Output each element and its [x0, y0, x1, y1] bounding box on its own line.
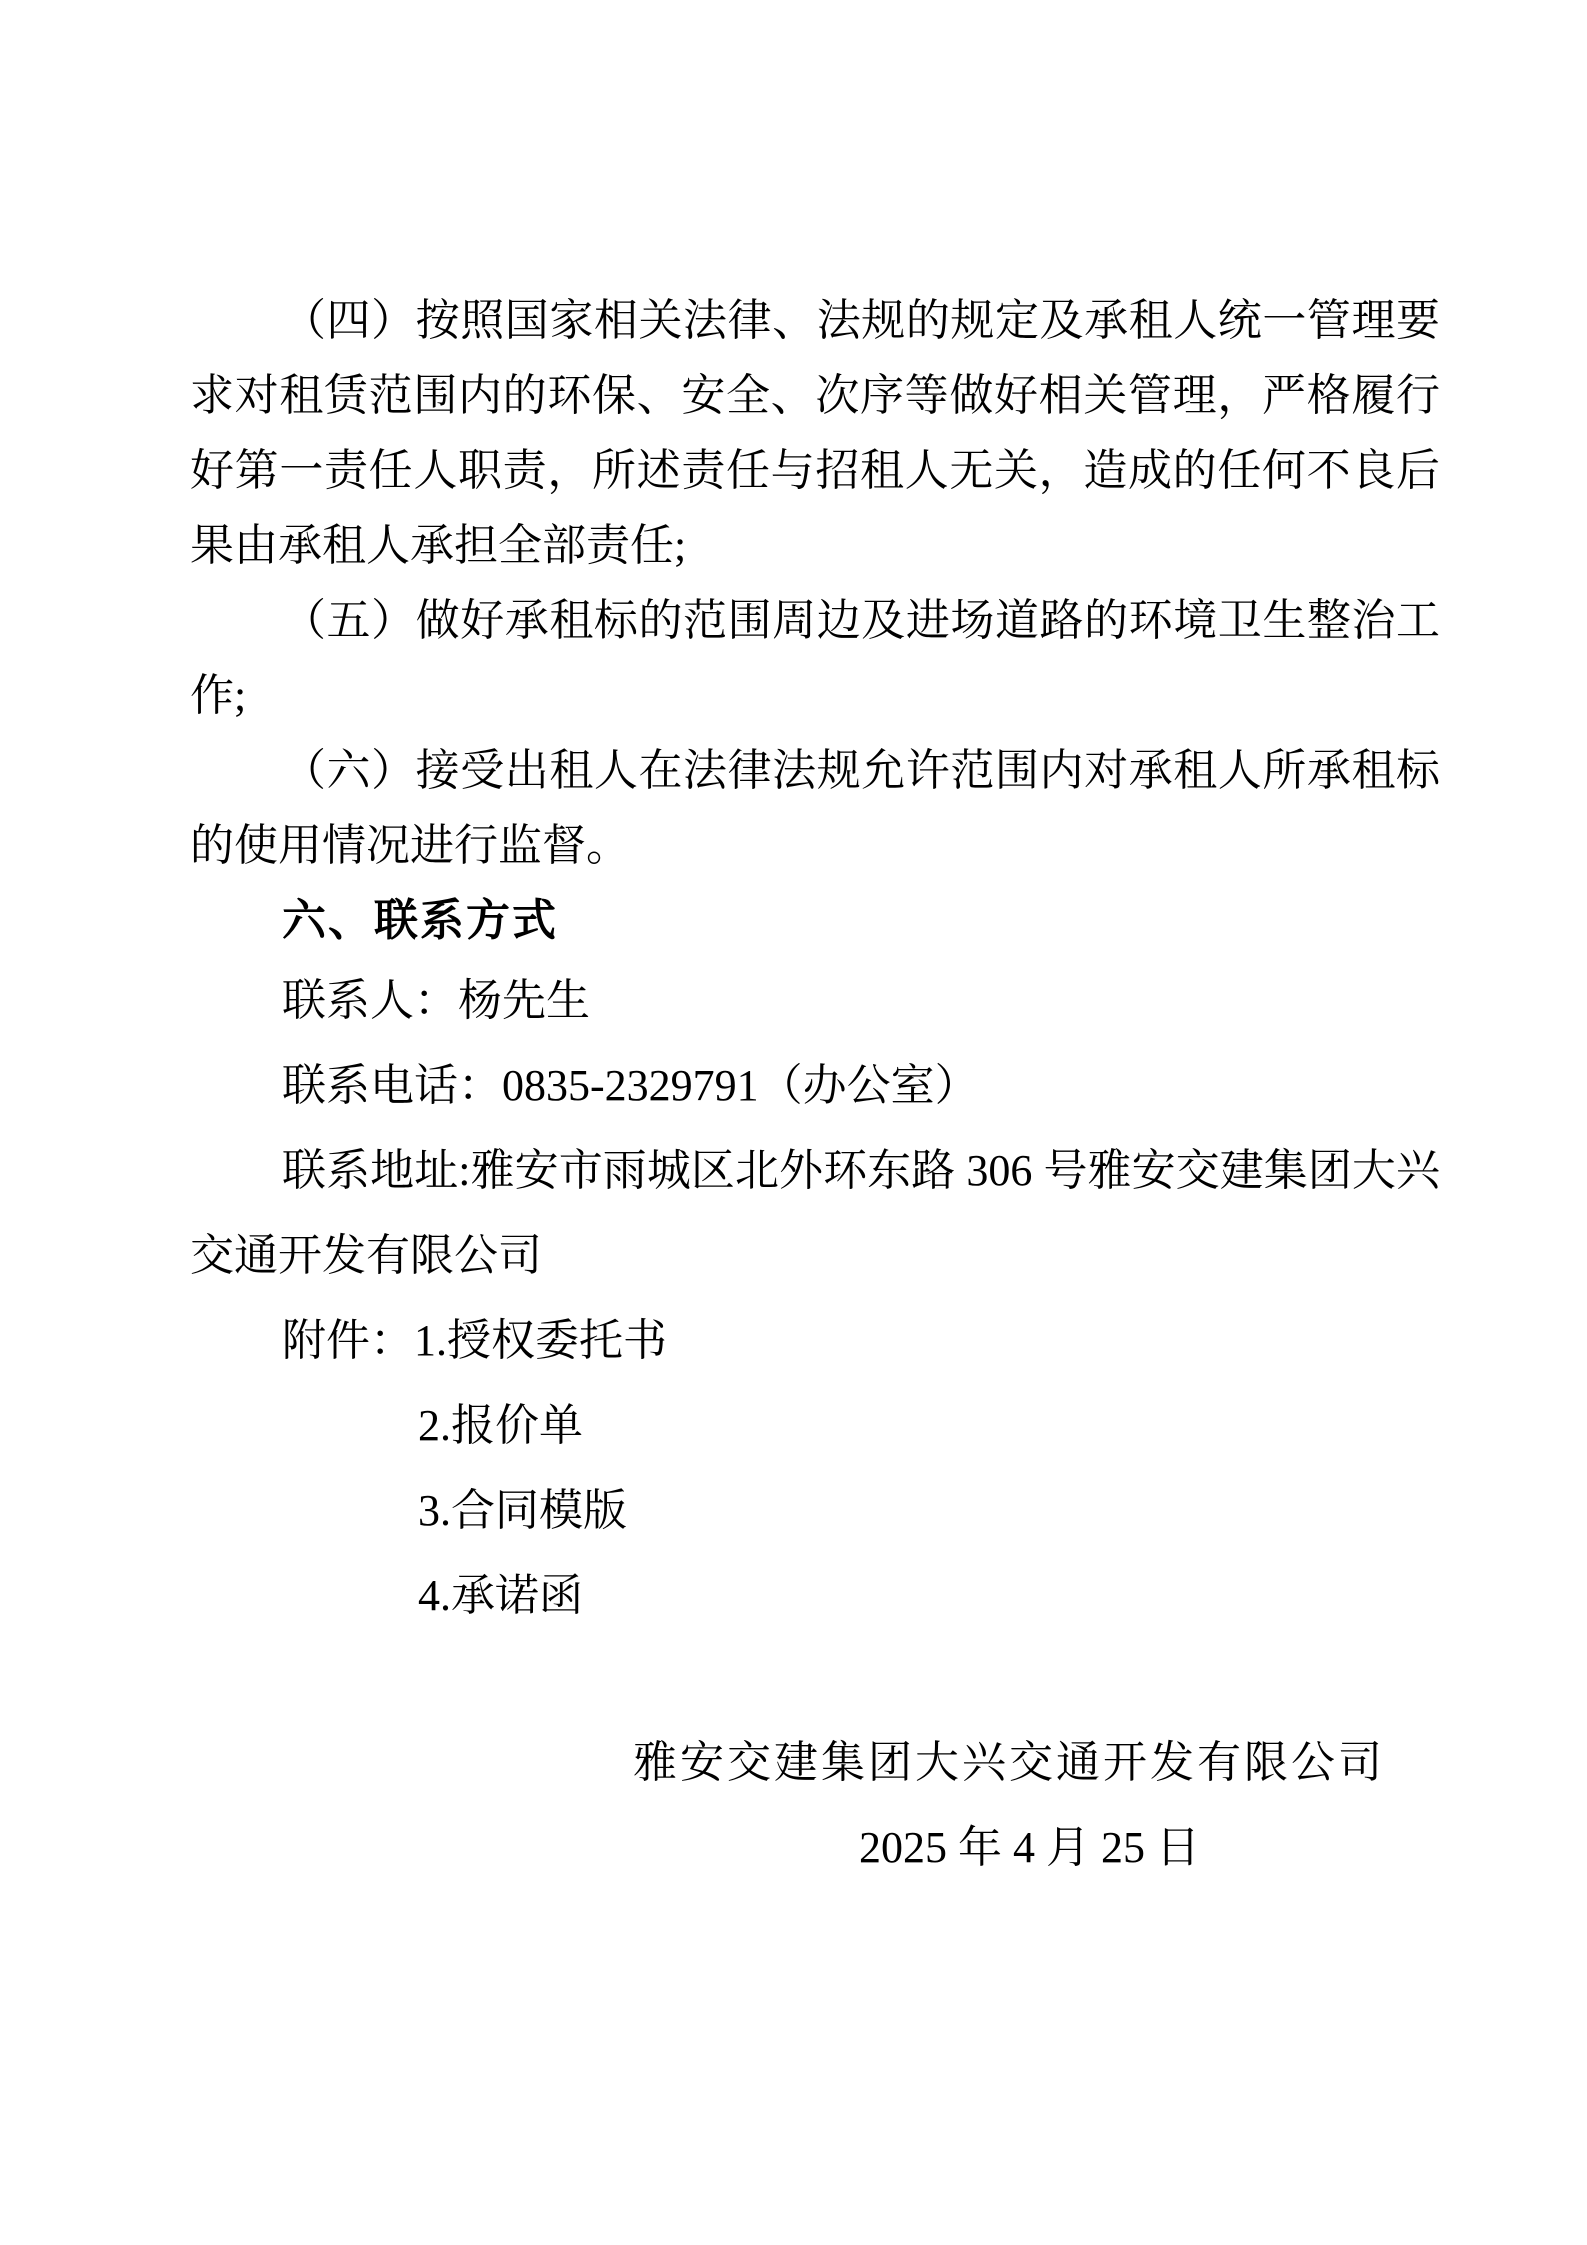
clause-paragraph-5: （五）做好承租标的范围周边及进场道路的环境卫生整治工作;	[190, 596, 1440, 720]
signature-date: 2025 年 4 月 25 日	[859, 1823, 1200, 1872]
signature-company: 雅安交建集团大兴交通开发有限公司	[633, 1738, 1385, 1787]
contact-block	[190, 958, 1440, 1298]
attachments-first-line	[190, 1298, 1440, 1383]
attachments-block	[190, 1298, 1440, 1638]
attachment-item-3: 3.合同模版	[418, 1486, 627, 1535]
attachment-item-1: 1.授权委托书	[414, 1316, 667, 1365]
signature-block	[190, 1720, 1440, 1890]
contact-person-line: 联系人：杨先生	[282, 976, 590, 1025]
clause-paragraph-6: （六）接受出租人在法律法规允许范围内对承租人所承租标的使用情况进行监督。	[190, 746, 1440, 870]
contact-address-line: 联系地址:雅安市雨城区北外环东路 306 号雅安交建集团大兴交通开发有限公司	[190, 1146, 1440, 1280]
attachment-item-4: 4.承诺函	[418, 1571, 583, 1620]
contact-phone-line: 联系电话：0835-2329791（办公室）	[282, 1061, 979, 1110]
attachments-label: 附件：	[282, 1316, 414, 1365]
document-body	[190, 283, 1440, 1890]
attachment-item-2: 2.报价单	[418, 1401, 583, 1450]
section-heading-contact: 六、联系方式	[282, 896, 558, 945]
clause-paragraph-4: （四）按照国家相关法律、法规的规定及承租人统一管理要求对租赁范围内的环保、安全、次序等做好相关管理，严格履行好第一责任人职责，所述责任与招租人无关，造成的任何不良后果由承租人承担全部责任;	[190, 296, 1440, 570]
